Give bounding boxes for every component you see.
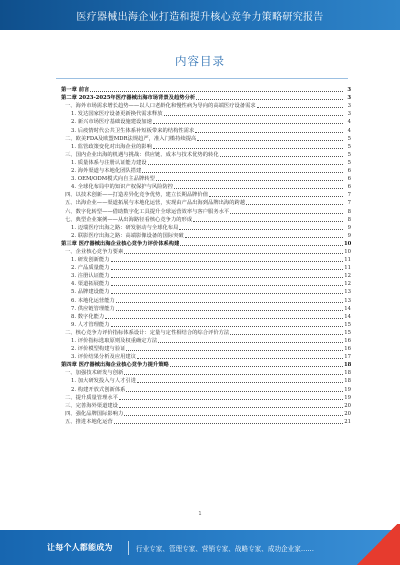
toc-page-number: 11	[344, 257, 351, 264]
toc-entry[interactable]	[61, 410, 351, 418]
toc-entry-text: 六、数字化转型——借助数字化工具提升全球运营效率与客户服务水平	[65, 208, 230, 215]
toc-entry-text: 一、海外市场需求增长趋势——以人口老龄化和慢性病为导向的高端医疗设备需求	[65, 103, 256, 110]
toc-page-number: 6	[347, 184, 351, 191]
toc-page-number: 18	[344, 362, 351, 369]
toc-page-number: 18	[344, 370, 351, 377]
toc-page-number: 3	[347, 87, 351, 94]
toc-page-number: 17	[344, 354, 351, 361]
toc-leader-dots	[119, 407, 343, 408]
toc-page-number: 16	[344, 346, 351, 353]
toc-page-number: 20	[344, 410, 351, 417]
toc-leader-dots	[156, 180, 343, 181]
toc-leader-dots	[170, 366, 343, 367]
toc-leader-dots	[230, 334, 343, 335]
toc-entry-text: 一、企业核心竞争力要素	[65, 248, 124, 255]
toc-chapter[interactable]	[61, 240, 351, 248]
toc-entry-text: 1. 加大研发投入与人才引进	[71, 378, 137, 385]
toc-leader-dots	[220, 156, 343, 157]
toc-entry-text: 3. 注册认证能力	[71, 273, 110, 280]
toc-entry[interactable]	[61, 232, 351, 240]
footer-tagline: 行业专家、管理专家、营销专家、战略专家、成功企业家……	[136, 544, 315, 553]
toc-page-number: 12	[344, 273, 351, 280]
toc-entry-text: 8. 数字化能力	[71, 313, 105, 320]
toc-leader-dots	[90, 91, 343, 92]
report-footer	[0, 530, 400, 565]
toc-entry-text: 6. 本地化运营能力	[71, 297, 115, 304]
toc-chapter[interactable]	[61, 361, 351, 369]
toc-leader-dots	[116, 302, 343, 303]
toc-entry-text: 一、加强技术研发与创新	[65, 370, 124, 377]
toc-entry[interactable]	[61, 216, 351, 224]
toc-entry-text: 第二章 2023-2025年医疗器械出海市场背景及趋势分析	[61, 95, 196, 102]
toc-entry[interactable]	[61, 159, 351, 167]
toc-page-number: 8	[347, 208, 351, 215]
toc-leader-dots	[197, 140, 343, 141]
toc-entry[interactable]	[61, 199, 351, 207]
toc-page-number: 15	[344, 321, 351, 328]
toc-entry-text: 1. 监管政策变化对出海企业的影响	[71, 143, 152, 150]
toc-page-number: 9	[347, 232, 351, 239]
toc-entry-text: 1. 发达国家医疗设备更新换代需求释放	[71, 111, 163, 118]
toc-entry-text: 3. OEM/ODM模式向自主品牌转型	[71, 176, 155, 183]
toc-entry-text: 2. 构建开放式创新体系	[71, 386, 126, 393]
toc-page-number: 8	[347, 216, 351, 223]
toc-entry-text: 第一章 前言	[61, 87, 90, 94]
toc-entry-text: 三、国内企业出海的机遇与挑战：供应链、成本与技术优势的转化	[65, 151, 219, 158]
toc-entry-text: 1. 评价指标选取原则及权重确定方法	[71, 338, 158, 344]
toc-entry-text: 1. 迈瑞医疗出海之路：研发驱动与全球化布局	[71, 224, 179, 231]
report-title: 医疗器械出海企业打造和提升核心竞争力策略研究报告	[76, 11, 324, 23]
toc-entry-text: 1. 质量体系与注册认证能力建设	[71, 159, 147, 166]
toc-leader-dots	[124, 374, 343, 375]
toc-page-number: 5	[347, 135, 351, 142]
toc-entry-text: 2. 评价模型构建与验证	[71, 346, 126, 353]
toc-leader-dots	[180, 245, 343, 246]
toc-entry[interactable]	[61, 321, 351, 329]
toc-page-number: 15	[344, 329, 351, 336]
toc-entry[interactable]	[61, 337, 351, 345]
toc-chapter[interactable]	[61, 86, 351, 94]
toc-leader-dots	[124, 415, 343, 416]
toc-entry[interactable]	[61, 296, 351, 304]
toc-entry[interactable]	[61, 329, 351, 337]
toc-page-number: 3	[347, 95, 351, 102]
report-header	[0, 0, 400, 30]
toc-page-number: 13	[344, 289, 351, 296]
toc-entry[interactable]	[61, 313, 351, 321]
toc-entry-text: 3. 后疫情时代公共卫生体系补短板带来的结构性需求	[71, 127, 195, 134]
toc-page-number: 5	[347, 151, 351, 158]
toc-entry[interactable]	[61, 135, 351, 143]
toc-entry-text: 4. 全球化布局中的知识产权保护与风险防控	[71, 184, 174, 191]
toc-leader-dots	[126, 391, 343, 392]
toc-page-number: 19	[344, 394, 351, 401]
toc-leader-dots	[209, 196, 343, 197]
toc-leader-dots	[148, 164, 343, 165]
toc-entry-text: 5. 品牌建设能力	[71, 289, 110, 296]
toc-entry-text: 二、核心竞争力评价指标体系设计：定量与定性相结合的综合评价方法	[65, 329, 230, 336]
toc-entry-text: 七、典型企业案例——从出海路径看核心竞争力的形成	[65, 216, 193, 223]
toc-entry[interactable]	[61, 110, 351, 118]
toc-chapter[interactable]	[61, 94, 351, 102]
toc-entry[interactable]	[61, 102, 351, 110]
toc-leader-dots	[164, 115, 344, 116]
toc-page-number: 18	[344, 378, 351, 385]
toc-entry[interactable]	[61, 418, 351, 426]
toc-page-number: 21	[344, 418, 351, 425]
toc-page-number: 6	[347, 176, 351, 183]
toc-page-number: 5	[347, 159, 351, 166]
toc-entry-text: 三、完善海外渠道建设	[65, 402, 118, 409]
toc-leader-dots	[153, 148, 343, 149]
page-number: 1	[198, 511, 202, 517]
toc-leader-dots	[111, 277, 343, 278]
toc-page-number: 20	[344, 402, 351, 409]
toc-leader-dots	[111, 285, 343, 286]
toc-page-number: 12	[344, 281, 351, 288]
toc-leader-dots	[230, 213, 343, 214]
toc-leader-dots	[111, 269, 343, 270]
toc-leader-dots	[193, 221, 343, 222]
toc-heading: 内容目录	[175, 54, 225, 68]
toc-entry[interactable]	[61, 353, 351, 361]
toc-entry[interactable]	[61, 175, 351, 183]
toc-entry[interactable]	[61, 248, 351, 256]
toc-page-number: 11	[344, 265, 351, 272]
toc-leader-dots	[119, 399, 343, 400]
toc-entry-text: 2. 新兴市场医疗基础设施建设加速	[71, 119, 152, 126]
heading-divider	[56, 78, 348, 79]
toc-entry[interactable]	[61, 264, 351, 272]
toc-entry-text: 1. 研发创新能力	[71, 257, 110, 264]
toc-entry-text: 2. 海外渠道与本地化团队搭建	[71, 168, 142, 175]
toc-entry[interactable]	[61, 207, 351, 215]
toc-entry[interactable]	[61, 191, 351, 199]
toc-leader-dots	[246, 204, 343, 205]
toc-page-number: 3	[347, 111, 351, 118]
toc-page-number: 13	[344, 297, 351, 304]
toc-entry[interactable]	[61, 280, 351, 288]
toc-leader-dots	[116, 310, 343, 311]
toc-leader-dots	[153, 123, 343, 124]
table-of-contents	[61, 86, 351, 426]
toc-page-number: 7	[347, 200, 351, 207]
toc-entry-text: 五、推进本地化运营	[65, 418, 113, 425]
toc-leader-dots	[158, 342, 343, 343]
toc-entry[interactable]	[61, 377, 351, 385]
toc-entry[interactable]	[61, 256, 351, 264]
toc-leader-dots	[111, 261, 343, 262]
toc-page-number: 3	[347, 103, 351, 110]
toc-page-number: 14	[344, 305, 351, 312]
toc-entry-text: 3. 评价结果分析及应用建议	[71, 354, 137, 361]
toc-entry[interactable]	[61, 385, 351, 393]
toc-entry[interactable]	[61, 151, 351, 159]
toc-leader-dots	[124, 253, 343, 254]
toc-entry-text: 五、出海企业——渠道拓展与本地化运营，实现由产品出海到品牌出海的跨越	[65, 200, 246, 207]
toc-page-number: 4	[347, 127, 351, 134]
toc-entry[interactable]	[61, 402, 351, 410]
toc-entry-text: 二、提升质量管理水平	[65, 394, 118, 401]
toc-entry-text: 第四章 医疗器械出海企业核心竞争力提升策略	[61, 362, 169, 369]
footer-divider	[128, 541, 129, 555]
toc-leader-dots	[111, 293, 343, 294]
toc-leader-dots	[257, 107, 343, 108]
toc-leader-dots	[114, 423, 343, 424]
toc-leader-dots	[111, 326, 343, 327]
toc-entry-text: 2. 产品质量能力	[71, 265, 110, 272]
toc-page-number: 16	[344, 338, 351, 344]
toc-entry-text: 二、欧美FDA及欧盟MDR法规趋严，准入门槛持续提高	[65, 135, 197, 142]
toc-entry-text: 7. 供应链管理能力	[71, 305, 115, 312]
toc-leader-dots	[174, 188, 343, 189]
toc-page-number: 19	[344, 386, 351, 393]
toc-leader-dots	[137, 358, 343, 359]
toc-entry[interactable]	[61, 183, 351, 191]
toc-entry[interactable]	[61, 143, 351, 151]
toc-page-number: 10	[344, 248, 351, 255]
toc-page-number: 9	[347, 224, 351, 231]
toc-entry-text: 2. 联影医疗出海之路：高端影像设备的国际突破	[71, 232, 184, 239]
toc-entry[interactable]	[61, 345, 351, 353]
toc-entry-text: 四、强化品牌国际影响力	[65, 410, 124, 417]
toc-entry[interactable]	[61, 288, 351, 296]
toc-leader-dots	[196, 99, 343, 100]
toc-page-number: 7	[347, 192, 351, 199]
toc-leader-dots	[126, 350, 343, 351]
toc-entry[interactable]	[61, 305, 351, 313]
toc-page-number: 14	[344, 313, 351, 320]
toc-page-number: 6	[347, 168, 351, 175]
toc-leader-dots	[137, 382, 343, 383]
toc-entry-text: 四、以技术创新——打造差异化竞争优势，建立长期品牌价值	[65, 192, 209, 199]
toc-entry[interactable]	[61, 272, 351, 280]
toc-entry-text: 9. 人才管理能力	[71, 321, 110, 328]
toc-page-number: 4	[347, 119, 351, 126]
corner-accent	[354, 524, 400, 565]
toc-leader-dots	[142, 172, 343, 173]
footer-slogan: 让每个人都能成为	[47, 543, 113, 552]
toc-page-number: 10	[344, 240, 351, 247]
toc-entry-text: 第三章 医疗器械出海企业核心竞争力评价体系构建	[61, 240, 180, 247]
toc-leader-dots	[105, 318, 343, 319]
toc-entry-text: 4. 渠道拓展能力	[71, 281, 110, 288]
toc-entry[interactable]	[61, 118, 351, 126]
toc-leader-dots	[195, 132, 343, 133]
toc-entry[interactable]	[61, 167, 351, 175]
toc-leader-dots	[179, 229, 343, 230]
toc-entry[interactable]	[61, 394, 351, 402]
toc-entry[interactable]	[61, 126, 351, 134]
toc-leader-dots	[185, 237, 343, 238]
toc-entry[interactable]	[61, 369, 351, 377]
toc-entry[interactable]	[61, 224, 351, 232]
toc-page-number: 5	[347, 143, 351, 150]
